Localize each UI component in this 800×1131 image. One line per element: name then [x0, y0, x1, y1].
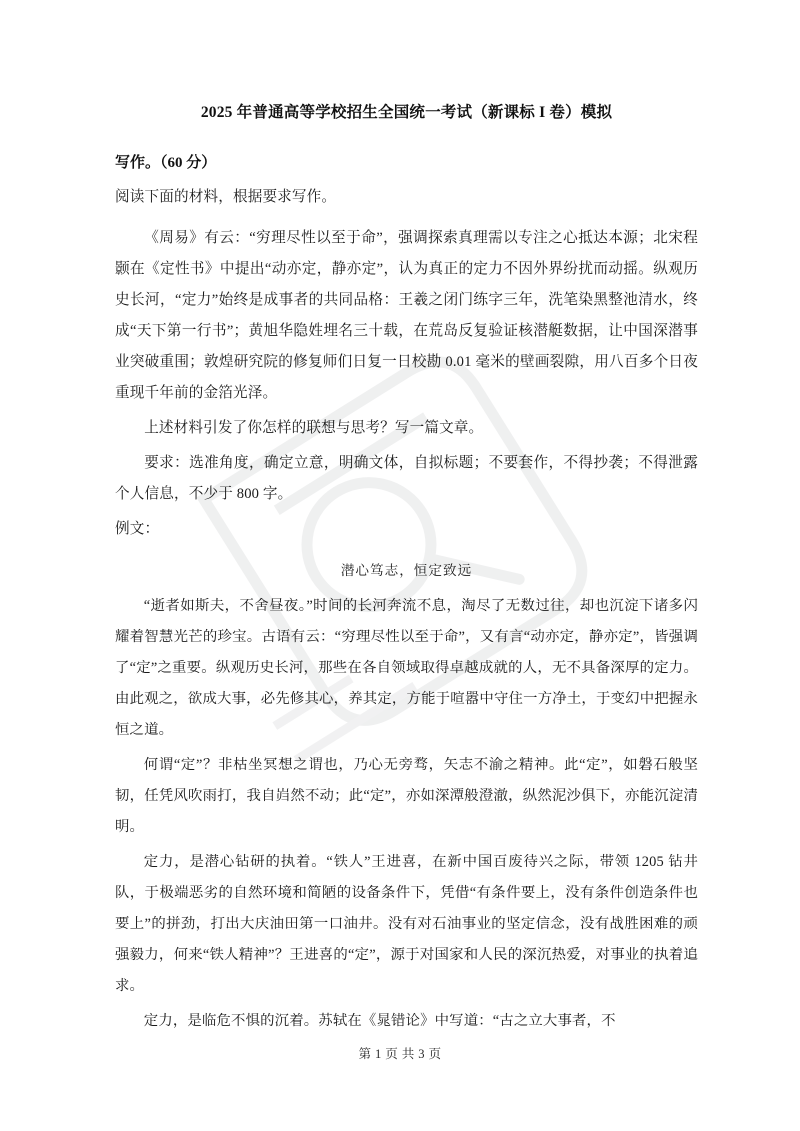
page-footer: 第 1 页 共 3 页	[358, 1047, 442, 1061]
essay-paragraph-3: 定力，是潜心钻研的执着。“铁人”王进喜，在新中国百废待兴之际，带领 1205 钻井队，于极端恶劣的自然环境和简陋的设备条件下，凭借“有条件要上，没有条件创造条件也要上”的拼劲，打出大庆油田第一口油井。没有对石油事业的坚定信念，没有战胜困难的顽强毅力，何来“铁人精神”？王进喜的“定”，源于对国家和人民的深沉热爱，对事业的执着追求。	[115, 854, 698, 994]
section-heading-writing: 写作。（60 分）	[115, 155, 217, 171]
essay-paragraph-1: “逝者如斯夫，不舍昼夜。”时间的长河奔流不息，淘尽了无数过往，却也沉淀下诸多闪耀着智慧光芒的珍宝。古语有云：“穷理尽性以至于命”，又有言“动亦定，静亦定”，皆强调了“定”之重要。纵观历史长河，那些在各自领域取得卓越成就的人，无不具备深厚的定力。由此观之，欲成大事，必先修其心，养其定，方能于喧嚣中守住一方净土，于变幻中把握永恒之道。	[115, 598, 698, 738]
essay-paragraph-4: 定力，是临危不惧的沉着。苏轼在《晁错论》中写道：“古之立大事者，不	[143, 1013, 616, 1029]
requirements-paragraph: 要求：选准角度，确定立意，明确文体，自拟标题；不要套作，不得抄袭；不得泄露个人信息，不少于 800 字。	[115, 455, 698, 502]
material-paragraph: 《周易》有云：“穷理尽性以至于命”，强调探索真理需以专注之心抵达本源；北宋程颢在《定性书》中提出“动亦定，静亦定”，认为真正的定力不因外界纷扰而动摇。纵观历史长河，“定力”始终是成事者的共同品格：王羲之闭门练字三年，洗笔染黑整池清水，终成“天下第一行书”；黄旭华隐姓埋名三十载，在荒岛反复验证核潜艇数据，让中国深潜事业突破重围；敦煌研究院的修复师们日复一日校勘 0.01 毫米的壁画裂隙，用八百多个日夜重现千年前的金箔光泽。	[115, 230, 698, 401]
essay-title: 潜心笃志，恒定致远	[340, 563, 473, 578]
sample-essay	[115, 545, 698, 1037]
sample-essay-label: 例文：	[115, 521, 160, 537]
prompt-question: 上述材料引发了你怎样的联想与思考？写一篇文章。	[144, 420, 484, 436]
writing-instruction: 阅读下面的材料，根据要求写作。	[115, 189, 337, 205]
page-title: 2025 年普通高等学校招生全国统一考试（新课标 I 卷）模拟	[200, 104, 613, 121]
essay-paragraph-2: 何谓“定”？非枯坐冥想之谓也，乃心无旁骛，矢志不渝之精神。此“定”，如磐石般坚韧，任凭风吹雨打，我自岿然不动；此“定”，亦如深潭般澄澈，纵然泥沙俱下，亦能沉淀清明。	[115, 757, 698, 835]
